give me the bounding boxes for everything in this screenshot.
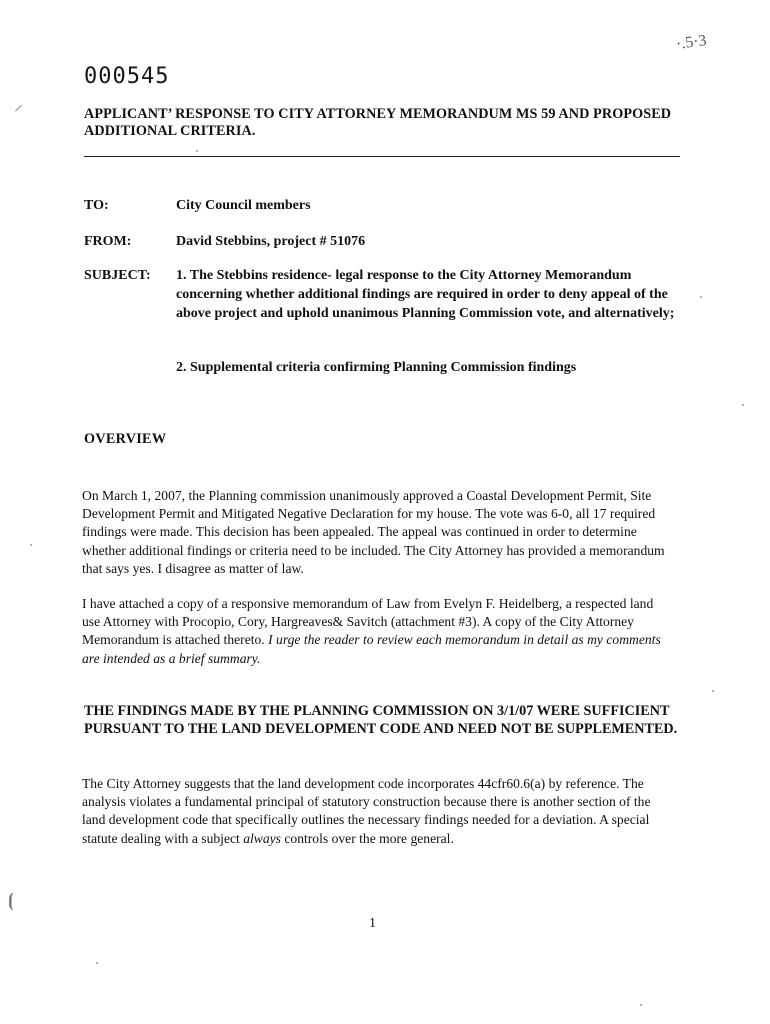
page-number: 1 (369, 916, 376, 931)
scan-artifact-left-bottom: ⦗ (8, 890, 14, 910)
scan-speck (96, 962, 98, 964)
paragraph-2-text: I have attached a copy of a responsive memorandum of Law from Evelyn F. Heidelberg, a respected land use Attorney with Procopio, Cory, Hargreaves& Savitch (attachment #3). A copy of the City Attorney Memorandum is attached thereto. (82, 596, 654, 648)
findings-paragraph-text: The City Attorney suggests that the land development code incorporates 44cfr60.6(a) by reference. The analysis violates a fundamental principal of statutory construction because there is another section of the land development code that specifically outlines the necessary findings needed for a deviation. A special statute dealing with a subject (82, 776, 651, 846)
findings-paragraph (82, 775, 672, 848)
overview-heading: OVERVIEW (84, 431, 167, 447)
to-value: City Council members (176, 198, 311, 213)
from-label: FROM: (84, 234, 132, 249)
overview-paragraph-1: On March 1, 2007, the Planning commission unanimously approved a Coastal Development Permit, Site Development Permit and Mitigated Negative Declaration for my house. The vote was 6-0, all 17 required findings were made. This decision has been appealed. The appeal was continued in order to determine whether additional findings or criteria need to be included. The City Attorney has provided a memorandum that says yes. I disagree as matter of law. (82, 488, 665, 576)
subject-item-1-text: 1. The Stebbins residence- legal response to the City Attorney Memorandum concerning whether additional findings are required in order to deny appeal of the above project and uphold unanimous Planning Commission vote, and (176, 268, 668, 321)
findings-heading: THE FINDINGS MADE BY THE PLANNING COMMISSION ON 3/1/07 WERE SUFFICIENT PURSUANT TO THE LAND DEVELOPMENT CODE AND NEED NOT BE SUPPLEMENTED. (84, 703, 678, 737)
scan-artifact-left-top: ⸝ (14, 94, 23, 114)
to-label: TO: (84, 198, 109, 213)
overview-paragraph-2 (82, 595, 672, 668)
subject-item-1-tail: ; (669, 306, 675, 321)
scan-speck (712, 690, 714, 692)
document-number: 000545 (84, 64, 170, 89)
subject-item-1-emphasis: alternatively (594, 306, 670, 321)
paragraph-2-emphasis: I urge the reader to review each memorandum in detail as my comments are intended as a brief summary. (82, 632, 661, 666)
document-title: APPLICANT’ RESPONSE TO CITY ATTORNEY MEMORANDUM MS 59 AND PROPOSED ADDITIONAL CRITERIA. (84, 106, 672, 139)
scan-speck (700, 296, 702, 298)
findings-paragraph-tail: controls over the more general. (284, 830, 454, 846)
from-value: David Stebbins, project # 51076 (176, 234, 366, 249)
title-divider (84, 156, 680, 157)
subject-item-1 (176, 266, 696, 323)
subject-label: SUBJECT: (84, 268, 151, 283)
corner-handwritten-mark: ·.5·3 (674, 31, 708, 54)
scan-speck (196, 150, 198, 152)
subject-item-2: 2. Supplemental criteria confirming Planning Commission findings (176, 360, 577, 375)
scan-speck (30, 544, 32, 546)
findings-paragraph-emphasis: always (243, 830, 281, 846)
scan-speck (640, 1004, 642, 1006)
scan-speck (742, 404, 744, 406)
